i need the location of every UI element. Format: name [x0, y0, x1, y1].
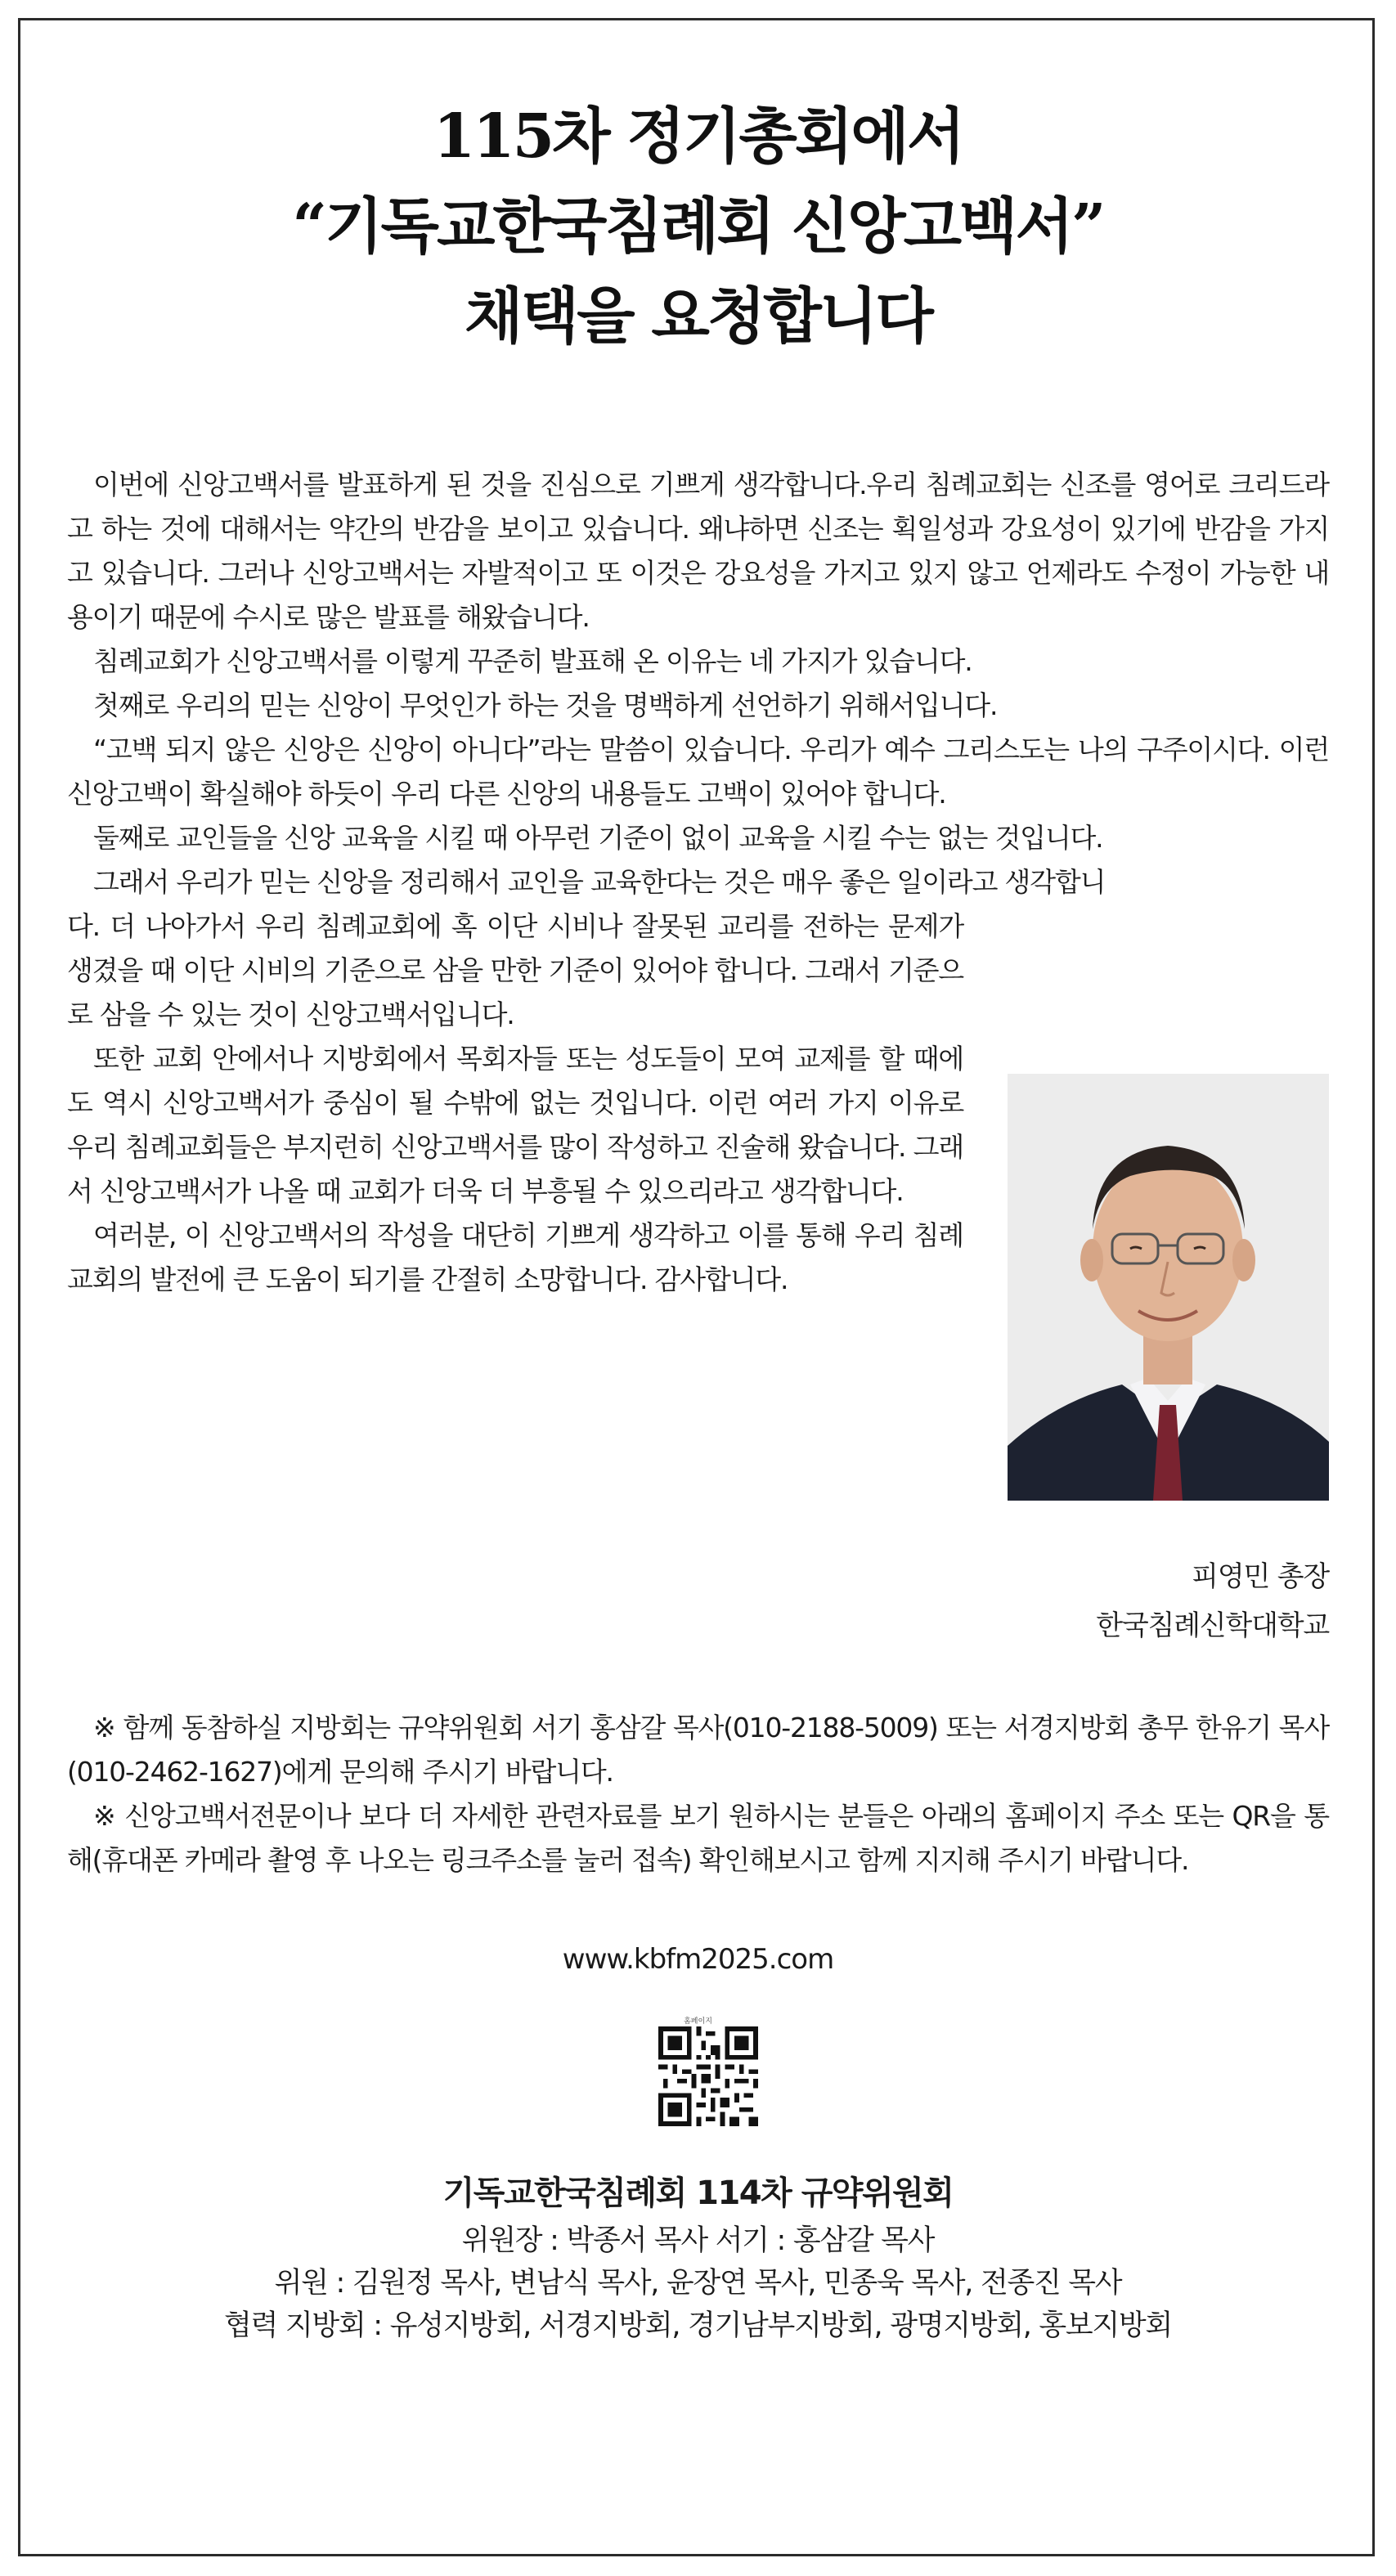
paragraph-7: 또한 교회 안에서나 지방회에서 목회자들 또는 성도들이 모여 교제를 할 때에도 역시 신앙고백서가 중심이 될 수밖에 없는 것입니다. 이런 여러 가지 이유로 우리 침례교회들은 부지런히 신앙고백서를 많이 작성하고 진술해 왔습니다. 그래서 신앙고백서가 나올 때 교회가 더욱 더 부흥될 수 있으리라고 생각합니다.	[67, 1043, 963, 1207]
note-1: ※ 함께 동참하실 지방회는 규약위원회 서기 홍삼갈 목사(010-2188-5009) 또는 서경지방회 총무 한유기 목사(010-2462-1627)에게 문의해 주시기 바랍니다.	[67, 1712, 1329, 1788]
committee-name: 기독교한국침례회 114차 규약위원회	[442, 2174, 954, 2212]
notes-section	[67, 1706, 1329, 1883]
paragraph-5: 둘째로 교인들을 신앙 교육을 시킬 때 아무런 기준이 없이 교육을 시킬 수는 없는 것입니다.	[93, 822, 1103, 854]
signature-affiliation: 한국침례신학대학교	[1096, 1609, 1329, 1642]
qr-label: 홈페이지	[684, 2017, 712, 2026]
title-line-1: 115차 정기총회에서	[433, 101, 963, 172]
paragraph-4: “고백 되지 않은 신앙은 신앙이 아니다”라는 말씀이 있습니다. 우리가 예수 그리스도는 나의 구주이시다. 이런 신앙고백이 확실해야 하듯이 우리 다른 신앙의 내용들도 고백이 있어야 합니다.	[67, 734, 1329, 810]
qr-code-icon[interactable]	[658, 2026, 758, 2126]
title-line-3: 채택을 요청합니다	[465, 281, 931, 352]
partner-regions-line: 협력 지방회 : 유성지방회, 서경지방회, 경기남부지방회, 광명지방회, 홍보지방회	[224, 2309, 1172, 2342]
committee-footer	[0, 2167, 1396, 2347]
paragraph-8: 여러분, 이 신앙고백서의 작성을 대단히 기쁘게 생각하고 이를 통해 우리 침례교회의 발전에 큰 도움이 되기를 간절히 소망합니다. 감사합니다.	[67, 1219, 963, 1295]
portrait-photo	[1008, 1074, 1329, 1501]
signature-name: 피영민 총장	[1192, 1560, 1329, 1593]
title-line-2: “기독교한국침례회 신앙고백서”	[292, 191, 1104, 262]
page-title	[0, 92, 1396, 361]
paragraph-1: 이번에 신앙고백서를 발표하게 된 것을 진심으로 기쁘게 생각합니다.우리 침례교회는 신조를 영어로 크리드라고 하는 것에 대해서는 약간의 반감을 보이고 있습니다. 왜냐하면 신조는 획일성과 강요성이 있기에 반감을 가지고 있습니다. 그러나 신앙고백서는 자발적이고 또 이것은 강요성을 가지고 있지 않고 언제라도 수정이 가능한 내용이기 때문에 수시로 많은 발표를 해왔습니다.	[67, 469, 1329, 633]
committee-members-line: 위원 : 김원정 목사, 변남식 목사, 윤장연 목사, 민종욱 목사, 전종진 목사	[274, 2267, 1122, 2300]
paragraph-2: 침례교회가 신앙고백서를 이렇게 꾸준히 발표해 온 이유는 네 가지가 있습니다.	[93, 645, 972, 677]
paragraph-3: 첫째로 우리의 믿는 신앙이 무엇인가 하는 것을 명백하게 선언하기 위해서입니다.	[93, 689, 998, 721]
signature-block	[1096, 1552, 1329, 1650]
paragraph-6-continued: 다. 더 나아가서 우리 침례교회에 혹 이단 시비나 잘못된 교리를 전하는 문제가 생겼을 때 이단 시비의 기준으로 삼을 만한 기준이 있어야 합니다. 그래서 기준으로 삼을 수 있는 것이 신앙고백서입니다.	[67, 910, 963, 1030]
homepage-url-link[interactable]: www.kbfm2025.com	[562, 1943, 834, 1976]
committee-chair-line: 위원장 : 박종서 목사 서기 : 홍삼갈 목사	[461, 2224, 935, 2257]
note-2: ※ 신앙고백서전문이나 보다 더 자세한 관련자료를 보기 원하시는 분들은 아래의 홈페이지 주소 또는 QR을 통해(휴대폰 카메라 촬영 후 나오는 링크주소를 눌러 접속) 확인해보시고 함께 지지해 주시기 바랍니다.	[67, 1800, 1329, 1876]
paragraph-6-first-line: 그래서 우리가 믿는 신앙을 정리해서 교인을 교육한다는 것은 매우 좋은 일이라고 생각합니	[93, 866, 1106, 898]
